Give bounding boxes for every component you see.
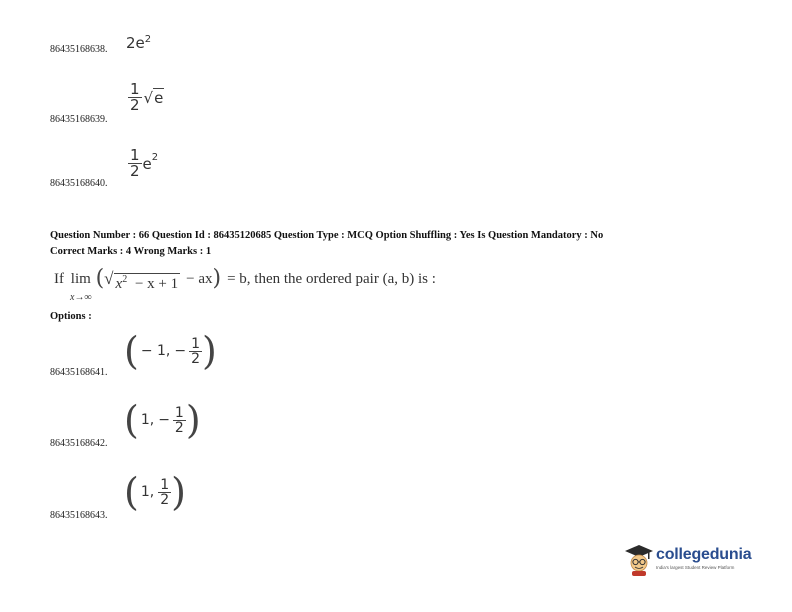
equals-b: = b: [227, 271, 247, 287]
fraction-denominator: 2: [174, 419, 184, 436]
option-value-3: [128, 148, 158, 179]
radicand: e: [154, 89, 164, 107]
logo-tagline: India's largest Student Review Platform: [656, 565, 735, 570]
fraction-numerator: 1: [191, 335, 201, 352]
option-id-2: 86435168639.: [50, 114, 108, 125]
minus-ax: − ax: [186, 271, 213, 287]
answer-option-id-2: 86435168642.: [50, 438, 108, 449]
option-first: 1,: [140, 484, 155, 500]
answer-option-id-1: 86435168641.: [50, 367, 108, 378]
limit-subscript: x→∞: [70, 292, 92, 303]
options-label: Options :: [50, 311, 92, 322]
option-value-3-fraction: [128, 148, 142, 179]
option-value-3-base: e: [142, 154, 152, 173]
option-id-1: 86435168638.: [50, 44, 108, 55]
option-value-2: [128, 82, 164, 113]
collegedunia-logo: [624, 543, 754, 577]
option-left-paren: (: [124, 470, 139, 514]
option-first: − 1,: [140, 343, 171, 359]
option-value-1: [126, 34, 151, 52]
option-id-3: 86435168640.: [50, 178, 108, 189]
option-value-3-exp: 2: [151, 152, 159, 163]
answer-option-id-3: 86435168643.: [50, 510, 108, 521]
fraction-numerator: 1: [130, 146, 140, 164]
option-value-1-exp: 2: [144, 34, 152, 45]
fraction-denominator: 2: [160, 491, 170, 508]
radicand-x: x: [115, 276, 123, 292]
option-right-paren: ): [202, 329, 217, 373]
option-left-paren: (: [124, 329, 139, 373]
option-right-paren: ): [171, 470, 186, 514]
sqrt-symbol: √: [143, 88, 154, 107]
option-fraction: [173, 406, 186, 435]
right-paren: ): [212, 266, 222, 291]
graduate-mascot-icon: [624, 543, 654, 577]
logo-brand: collegedunia: [656, 546, 752, 563]
fraction-numerator: 1: [160, 476, 170, 493]
question-tail: , then the ordered pair (a, b) is :: [246, 271, 436, 287]
option-sign: −: [158, 412, 170, 428]
left-paren: (: [95, 266, 105, 291]
radicand-expression: [114, 273, 181, 293]
limit-operator: [70, 268, 92, 303]
option-fraction: [189, 337, 202, 366]
fraction-numerator: 1: [174, 404, 184, 421]
fraction-numerator: 1: [130, 80, 140, 98]
sqrt-symbol: √: [104, 269, 114, 288]
option-value-2-fraction: [128, 82, 142, 113]
fraction-denominator: 2: [130, 162, 140, 180]
option-fraction: [158, 478, 171, 507]
limit-label: lim: [70, 271, 91, 287]
radicand-rest: − x + 1: [134, 276, 179, 292]
radicand-exp: 2: [122, 274, 128, 285]
option-sign: −: [174, 343, 187, 359]
option-right-paren: ): [185, 398, 201, 442]
question-marks: Correct Marks : 4 Wrong Marks : 1: [50, 246, 212, 257]
option-left-paren: (: [124, 398, 139, 442]
answer-option-3[interactable]: [124, 470, 186, 514]
fraction-denominator: 2: [130, 96, 140, 114]
question-text: [54, 268, 436, 303]
fraction-denominator: 2: [191, 350, 201, 367]
question-header: Question Number : 66 Question Id : 86435120685 Question Type : MCQ Option Shuffling : Yes Is Question Mandatory : No: [50, 230, 604, 241]
option-first: 1,: [140, 412, 155, 428]
answer-option-2[interactable]: [124, 398, 201, 442]
option-value-1-base: 2e: [126, 34, 145, 52]
question-if: If: [54, 271, 64, 287]
answer-option-1[interactable]: [124, 329, 217, 373]
